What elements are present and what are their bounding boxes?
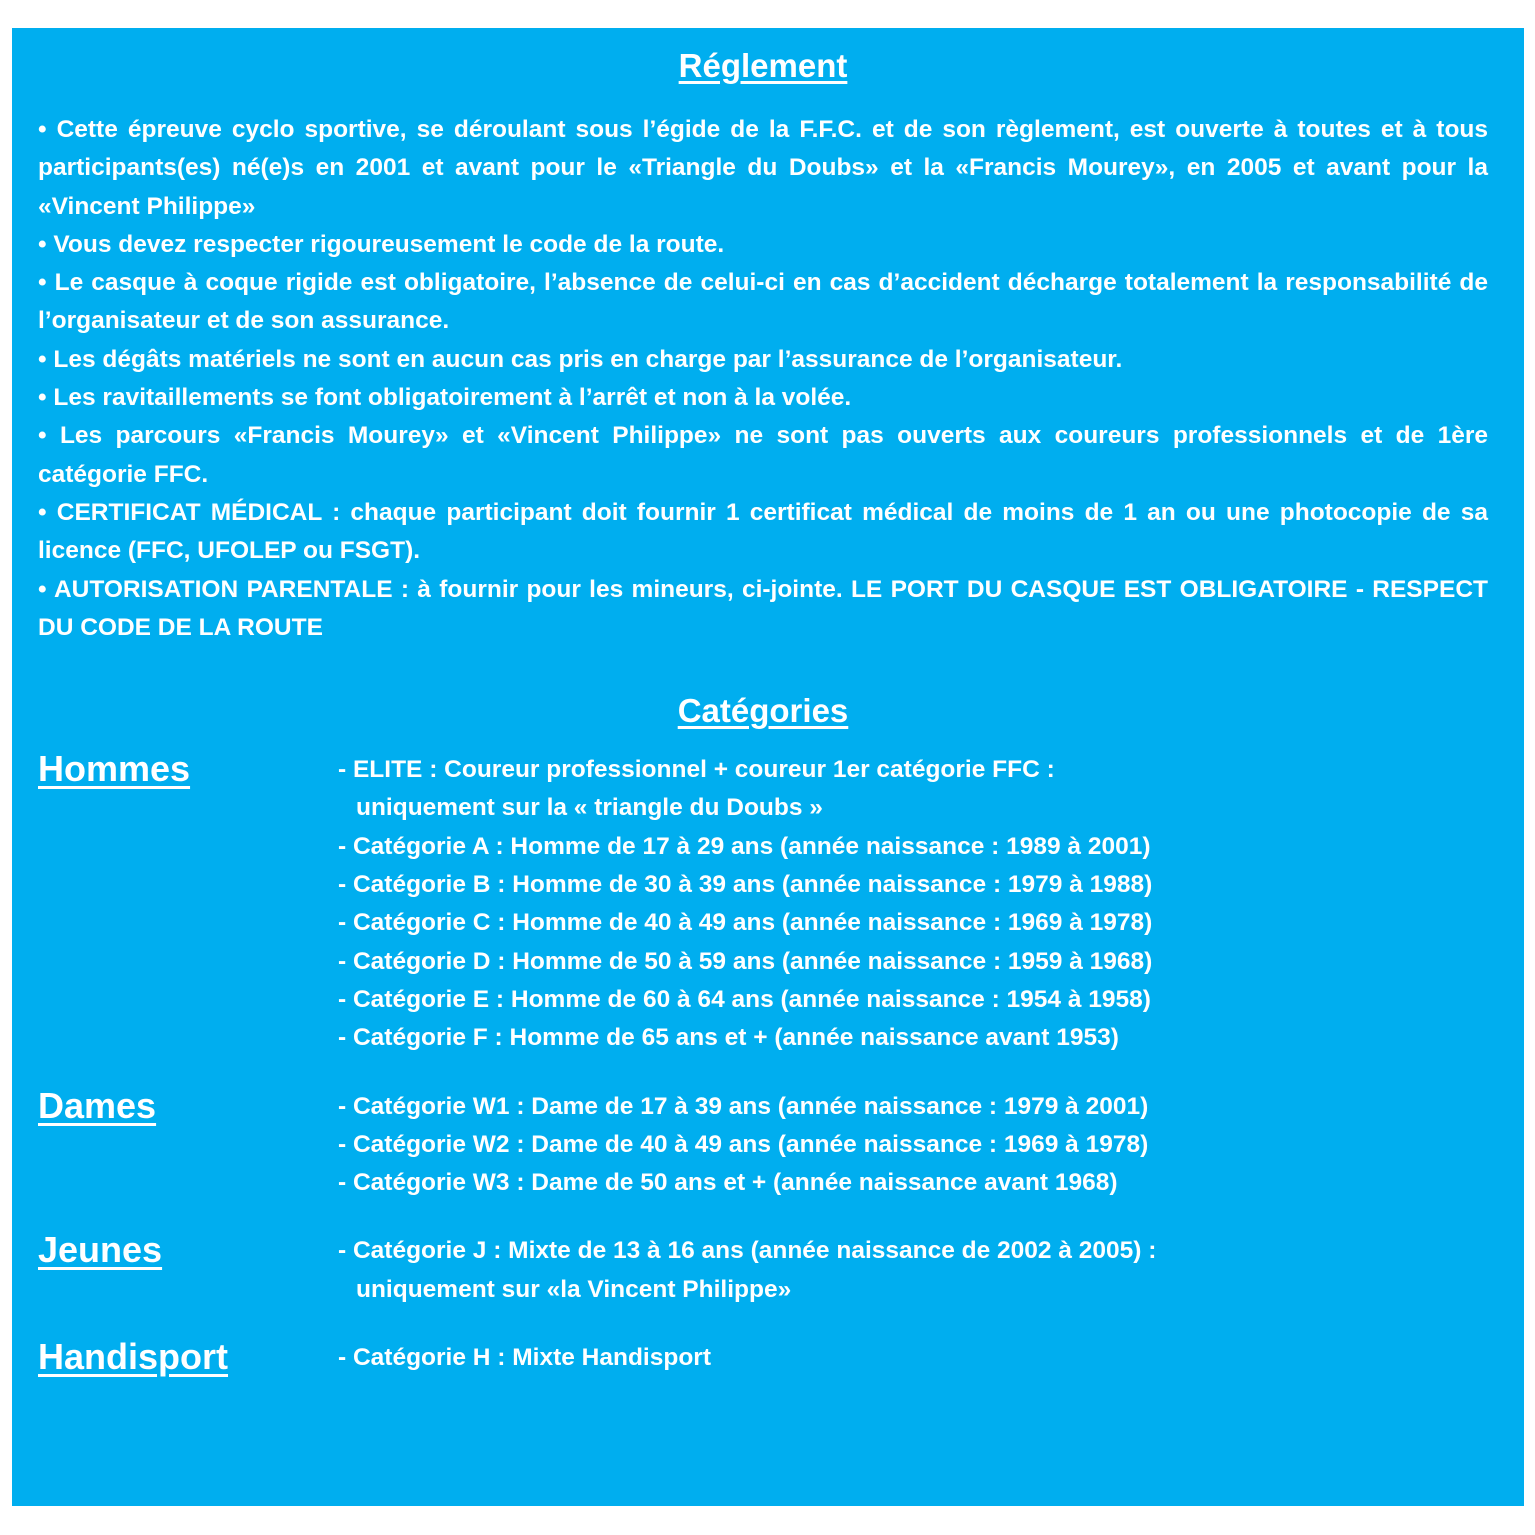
- category-line: - Catégorie A : Homme de 17 à 29 ans (année naissance : 1989 à 2001): [338, 832, 1151, 860]
- category-group-jeunes: [38, 1229, 1488, 1309]
- category-list-jeunes: [338, 1232, 1156, 1309]
- category-group-handisport: [38, 1336, 1488, 1378]
- category-line: - Catégorie F : Homme de 65 ans et + (année naissance avant 1953): [338, 1024, 1119, 1052]
- group-label-dames: Dames: [38, 1084, 157, 1126]
- group-label-handisport: Handisport: [38, 1336, 229, 1378]
- category-line: - Catégorie W2 : Dame de 40 à 49 ans (année naissance : 1969 à 1978): [338, 1130, 1149, 1158]
- category-group-hommes: [38, 748, 1488, 1057]
- category-group-dames: [38, 1084, 1488, 1203]
- category-line: uniquement sur la « triangle du Doubs »: [356, 794, 823, 822]
- rule-item: • Cette épreuve cyclo sportive, se déroulant sous l’égide de la F.F.C. et de son règlement, est ouverte à toutes et à tous participants(es) né(e)s en 2001 et avant pour le «Triangle du Doubs» et la «Francis Mourey», en 2005 et avant pour la «Vincent Philippe»: [38, 116, 1488, 220]
- category-list-dames: [338, 1088, 1148, 1203]
- rule-item: • Les dégâts matériels ne sont en aucun cas pris en charge par l’assurance de l’organisateur.: [38, 345, 1123, 373]
- rule-item: • AUTORISATION PARENTALE : à fournir pour les mineurs, ci-jointe. LE PORT DU CASQUE EST OBLIGATOIRE - RESPECT DU CODE DE LA ROUTE: [38, 575, 1488, 641]
- category-line: - Catégorie W1 : Dame de 17 à 39 ans (année naissance : 1979 à 2001): [338, 1092, 1149, 1120]
- category-line: - Catégorie D : Homme de 50 à 59 ans (année naissance : 1959 à 1968): [338, 947, 1153, 975]
- group-label-jeunes: Jeunes: [38, 1229, 163, 1271]
- rules-panel: [12, 28, 1524, 1506]
- category-line: - Catégorie H : Mixte Handisport: [338, 1344, 711, 1372]
- category-line: - Catégorie J : Mixte de 13 à 16 ans (année naissance de 2002 à 2005) :: [338, 1237, 1157, 1265]
- rule-item: • Le casque à coque rigide est obligatoire, l’absence de celui-ci en cas d’accident décharge totalement la responsabilité de l’organisateur et de son assurance.: [38, 269, 1488, 335]
- category-line: - ELITE : Coureur professionnel + coureur 1er catégorie FFC :: [338, 756, 1055, 784]
- category-line: - Catégorie B : Homme de 30 à 39 ans (année naissance : 1979 à 1988): [338, 871, 1153, 899]
- category-line: - Catégorie W3 : Dame de 50 ans et + (année naissance avant 1968): [338, 1169, 1118, 1197]
- category-line: - Catégorie E : Homme de 60 à 64 ans (année naissance : 1954 à 1958): [338, 985, 1151, 1013]
- category-list-hommes: [338, 751, 1152, 1057]
- category-line: - Catégorie C : Homme de 40 à 49 ans (année naissance : 1969 à 1978): [338, 909, 1153, 937]
- category-line: uniquement sur «la Vincent Philippe»: [356, 1275, 792, 1303]
- reglement-title: Réglement: [678, 47, 848, 84]
- rule-item: • Vous devez respecter rigoureusement le code de la route.: [38, 230, 725, 258]
- rules-list: [38, 111, 1488, 647]
- rule-item: • Les ravitaillements se font obligatoirement à l’arrêt et non à la volée.: [38, 384, 852, 412]
- category-list-handisport: [338, 1339, 711, 1377]
- rule-item: • CERTIFICAT MÉDICAL : chaque participant doit fournir 1 certificat médical de moins de 1 an ou une photocopie de sa licence (FFC, UFOLEP ou FSGT).: [38, 498, 1488, 565]
- rule-item: • Les parcours «Francis Mourey» et «Vincent Philippe» ne sont pas ouverts aux coureurs professionnels et de 1ère catégorie FFC.: [38, 422, 1488, 488]
- group-label-hommes: Hommes: [38, 748, 191, 790]
- categories-title: Catégories: [677, 692, 849, 730]
